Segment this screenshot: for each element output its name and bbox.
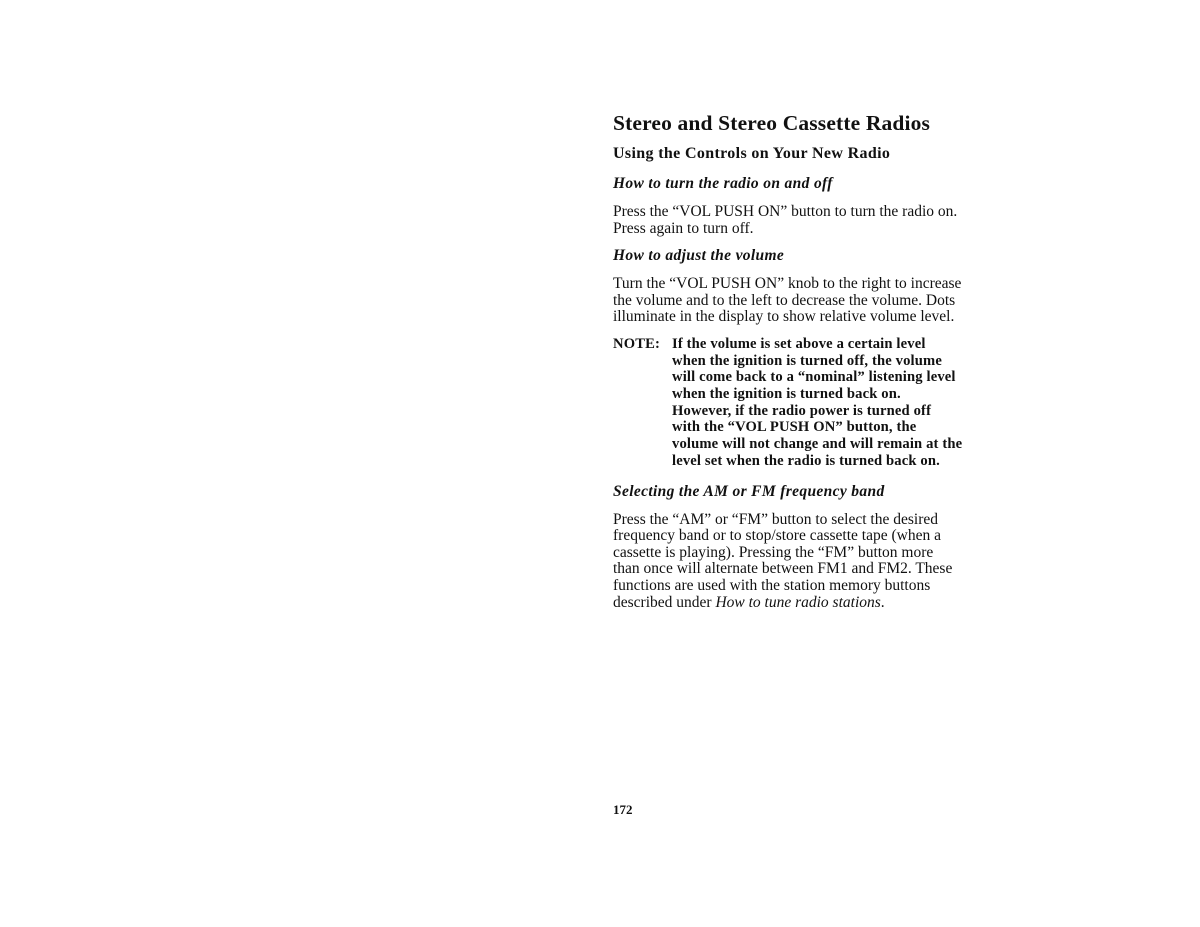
power-paragraph: Press the “VOL PUSH ON” button to turn the radio on. Press again to turn off. <box>613 203 958 237</box>
manual-page <box>613 108 963 611</box>
volume-heading: How to adjust the volume <box>613 247 785 265</box>
volume-note <box>613 336 963 470</box>
page-title: Stereo and Stereo Cassette Radios <box>613 111 931 135</box>
band-paragraph <box>613 512 963 612</box>
power-heading: How to turn the radio on and off <box>613 175 833 192</box>
volume-paragraph: Turn the “VOL PUSH ON” knob to the right to increase the volume and to the left to decrease the volume. Dots illuminate in the display to show relative volume level. <box>613 275 962 326</box>
note-text: If the volume is set above a certain level when the ignition is turned off, the volume will come back to a “nominal” listening level when the ignition is turned back on. However, if the radio power is turned off with the “VOL PUSH ON” button, the volume will not change and will remain at the level set when the radio is turned back on. <box>672 335 963 469</box>
note-label: NOTE: <box>613 335 660 352</box>
band-heading: Selecting the AM or FM frequency band <box>613 482 885 500</box>
band-paragraph-period: . <box>880 593 885 611</box>
section-subtitle: Using the Controls on Your New Radio <box>613 145 891 162</box>
page-number: 172 <box>613 802 633 817</box>
cross-reference: How to tune radio stations <box>715 593 881 611</box>
band-paragraph-text: Press the “AM” or “FM” button to select the desired frequency band or to stop/store cassette tape (when a cassette is playing). Pressing the “FM” button more than once will alternate between FM1 and FM2. These functions are used with the station memory buttons described under <box>613 510 953 611</box>
